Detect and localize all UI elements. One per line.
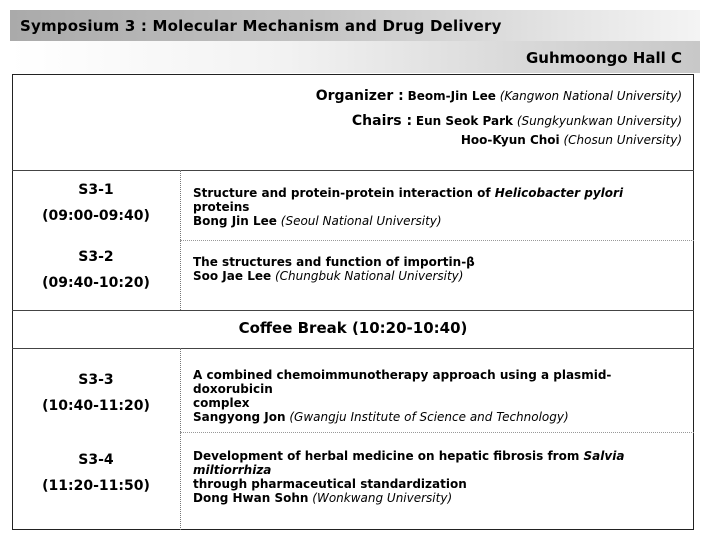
session-talk [193, 255, 673, 283]
organizer-affiliation: (Kangwon National University) [499, 89, 682, 103]
chair-line-2 [461, 133, 682, 147]
coffee-break: Coffee Break (10:20-10:40) [238, 319, 468, 337]
session-time: (10:40-11:20) [42, 398, 150, 414]
session-code: S3-2 [78, 249, 114, 265]
session-code-cell [12, 244, 180, 296]
talk-title-text: proteins [193, 200, 250, 214]
speaker-affiliation: (Wonkwang University) [312, 491, 453, 505]
species-name: Salvia miltiorrhiza [193, 449, 625, 477]
column-divider [180, 170, 181, 310]
session-talk [193, 449, 673, 505]
speaker-name: Sangyong Jon [193, 410, 286, 424]
session-time: (11:20-11:50) [42, 478, 150, 494]
speaker-affiliation: (Gwangju Institute of Science and Technology) [289, 410, 569, 424]
organizer-label: Organizer : [315, 88, 404, 104]
row-divider-dotted [180, 240, 694, 241]
session-time: (09:40-10:20) [42, 275, 150, 291]
chair-affiliation: (Sungkyunkwan University) [516, 114, 682, 128]
session-code: S3-4 [78, 452, 114, 468]
talk-title-text: Development of herbal medicine on hepatic fibrosis from [193, 449, 584, 463]
session-code-cell [12, 367, 180, 419]
organizer-line [316, 88, 682, 104]
talk-title: complex [193, 396, 250, 410]
session-talk [193, 368, 673, 424]
talk-title-text: Structure and protein-protein interaction of [193, 186, 495, 200]
speaker-name: Dong Hwan Sohn [193, 491, 309, 505]
talk-speaker-line [193, 214, 673, 228]
chair-name: Eun Seok Park [415, 114, 514, 128]
column-divider [180, 348, 181, 530]
row-divider [12, 348, 694, 349]
chair-line-1 [352, 113, 682, 129]
organizer-name: Beom-Jin Lee [407, 89, 496, 103]
species-name: Helicobacter pylori [494, 186, 624, 200]
session-code-cell [12, 447, 180, 499]
session-talk [193, 186, 673, 228]
talk-speaker-line [193, 410, 673, 424]
page-title: Symposium 3 : Molecular Mechanism and Drug Delivery [20, 17, 502, 35]
chair-name: Hoo-Kyun Choi [460, 133, 560, 147]
speaker-name: Soo Jae Lee [193, 269, 272, 283]
chair-affiliation: (Chosun University) [563, 133, 682, 147]
session-time: (09:00-09:40) [42, 208, 150, 224]
chairs-label: Chairs : [351, 113, 413, 129]
speaker-name: Bong Jin Lee [193, 214, 277, 228]
talk-title: A combined chemoimmunotherapy approach using a plasmid-doxorubicin [193, 368, 612, 396]
talk-speaker-line [193, 269, 673, 283]
talk-speaker-line [193, 491, 673, 505]
speaker-affiliation: (Seoul National University) [280, 214, 442, 228]
session-code: S3-1 [78, 182, 114, 198]
talk-title: through pharmaceutical standardization [193, 477, 467, 491]
talk-title [193, 186, 673, 214]
talk-title [193, 449, 673, 477]
talk-title: The structures and function of importin-β [193, 255, 475, 269]
hall-label: Guhmoongo Hall C [525, 49, 682, 67]
row-divider [12, 170, 694, 171]
speaker-affiliation: (Chungbuk National University) [274, 269, 464, 283]
session-code: S3-3 [78, 372, 114, 388]
row-divider [12, 310, 694, 311]
row-divider-dotted [180, 432, 694, 433]
session-code-cell [12, 177, 180, 229]
